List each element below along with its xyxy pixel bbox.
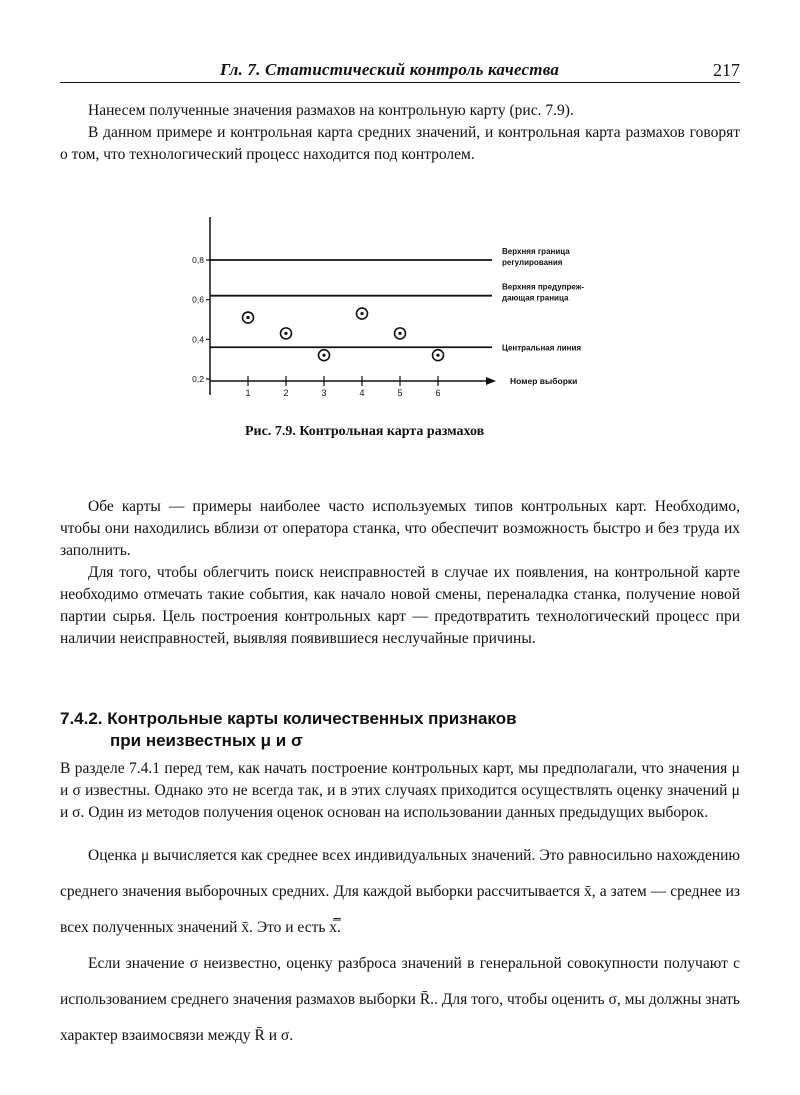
data-point-center [246, 316, 249, 319]
range-control-chart [180, 205, 640, 410]
figure-caption: Рис. 7.9. Контрольная карта размахов [245, 424, 485, 439]
section-heading-line-1: 7.4.2. Контрольные карты количественных признаков [60, 709, 517, 728]
x-tick-label: 5 [397, 388, 403, 398]
paragraph-1: Нанесем полученные значения размахов на контрольную карту (рис. 7.9). [88, 102, 574, 119]
control-line-label: дающая граница [502, 293, 569, 303]
data-point-center [322, 354, 325, 357]
control-line-label: Центральная линия [502, 343, 582, 353]
x-tick-label: 6 [435, 388, 441, 398]
paragraph-6: Оценка μ вычисляется как среднее всех индивидуальных значений. Это равносильно нахождению среднего значения выборочных средних. Для каждой выборки рассчитывается x̄, а затем — среднее из всех полученных значений x̄. Это и есть x̿. [60, 847, 740, 936]
x-axis-arrow [486, 377, 496, 385]
y-tick-label: 0,4 [192, 334, 204, 345]
y-tick-label: 0,8 [192, 255, 204, 265]
chart-svg [180, 205, 640, 410]
running-head [60, 60, 740, 83]
x-tick-label: 4 [359, 388, 365, 398]
section-heading [60, 708, 517, 752]
x-tick-label: 3 [321, 388, 327, 398]
paragraph-3: Обе карты — примеры наиболее часто используемых типов контрольных карт. Необходимо, чтобы они находились вблизи от оператора станка, что обеспечит возможность быстро и без труда их заполнить. [60, 498, 740, 559]
paragraph-4: Для того, чтобы облегчить поиск неисправностей в случае их появления, на контрольной карте необходимо отмечать такие события, как начало новой смены, переналадка станка, получение новой партии сырья. Цель построения контрольных карт — предотвратить технологический процесс при наличии неисправностей, выявляя появившиеся неслучайные причины. [60, 564, 740, 647]
page-number: 217 [713, 60, 740, 80]
paragraph-2: В данном примере и контрольная карта средних значений, и контрольная карта размахов говорят о том, что технологический процесс находится под контролем. [60, 124, 740, 163]
section-heading-line-2: при неизвестных μ и σ [110, 731, 303, 750]
x-tick-label: 1 [245, 388, 251, 398]
paragraph-5: В разделе 7.4.1 перед тем, как начать построение контрольных карт, мы предполагали, что значения μ и σ известны. Однако это не всегда так, и в этих случаях приходится осуществлять оценку значений μ и σ. Один из методов получения оценок основан на использовании данных предыдущих выборок. [60, 760, 740, 821]
control-line-label: Верхняя граница [502, 247, 570, 256]
paragraph-7: Если значение σ неизвестно, оценку разброса значений в генеральной совокупности получают с использованием среднего значения размахов выборки R̄.. Для того, чтобы оценить σ, мы должны знать характер взаимосвязи между R̄ и σ. [60, 955, 740, 1044]
y-tick-label: 0,6 [192, 294, 204, 305]
x-tick-label: 2 [283, 388, 289, 398]
x-axis-label: Номер выборки [510, 376, 578, 386]
y-tick-label: 0,2 [192, 374, 204, 384]
data-point-center [436, 354, 439, 357]
control-line-label: регулирования [502, 258, 563, 267]
data-point-center [284, 332, 287, 335]
running-title: Гл. 7. Статистический контроль качества [220, 60, 560, 79]
control-line-label: Верхняя предупреж- [502, 282, 585, 292]
data-point-center [360, 312, 363, 315]
data-point-center [398, 332, 401, 335]
